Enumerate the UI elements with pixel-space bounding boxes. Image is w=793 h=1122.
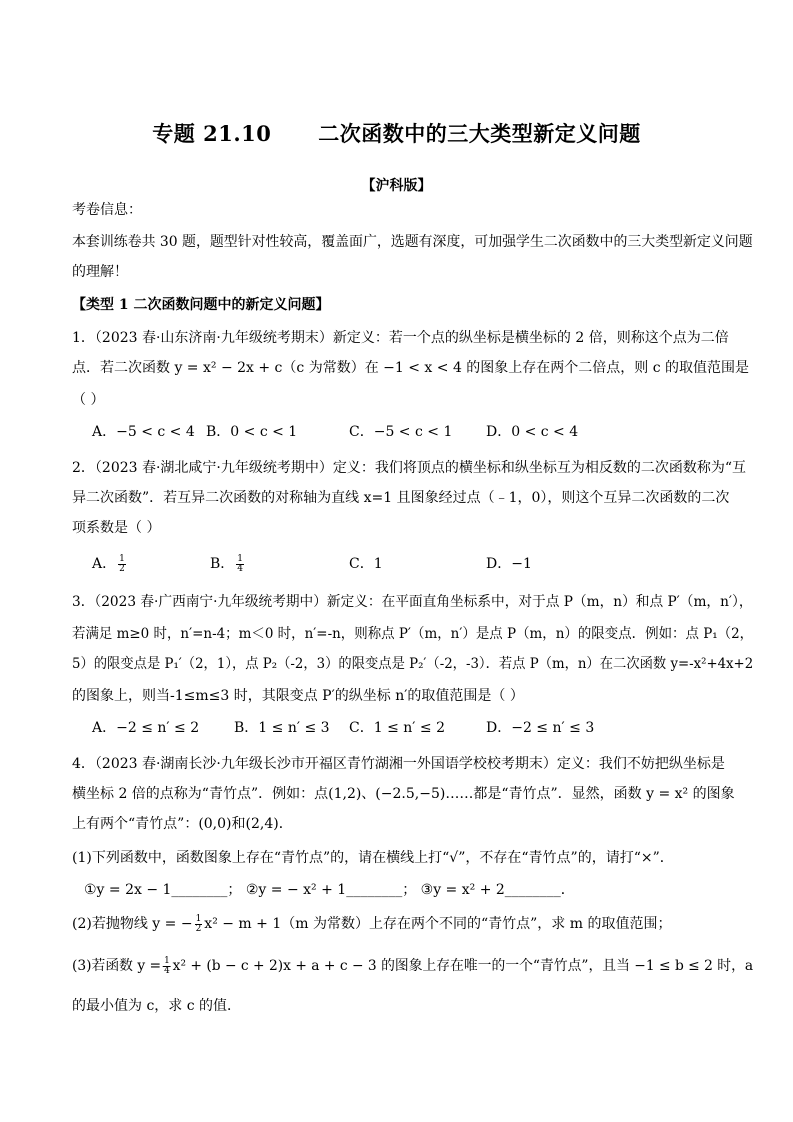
q2-line-3: 项系数是（ ）: [72, 520, 161, 536]
q4-part-3-prefix: (3)若函数 y =: [72, 958, 162, 974]
q4-part-1: (1)下列函数中，函数图象上存在“青竹点”的，请在横线上打“√”，不存在“青竹点”的，请打“×”．: [72, 850, 674, 866]
q2-option-b: [210, 554, 246, 574]
fraction-numerator: 1: [119, 553, 125, 564]
q4-part-2-prefix: (2)若抛物线 y = −: [72, 916, 193, 932]
q1-line-2: 点．若二次函数 y = x² − 2x + c（c 为常数）在 −1 < x < 4 的图象上存在两个二倍点，则 c 的取值范围是: [72, 360, 750, 376]
q2-option-a-fraction: [118, 555, 126, 574]
info-line-1: 本套训练卷共 30 题，题型针对性较高，覆盖面广，选题有深度，可加强学生二次函数中的三大类型新定义问题: [72, 234, 753, 250]
info-line-2: 的理解！: [72, 264, 128, 280]
page-title: 专题 21.10 二次函数中的三大类型新定义问题: [152, 121, 641, 146]
q4-part-2-suffix: x² − m + 1（m 为常数）上存在两个不同的“青竹点”，求 m 的取值范围；: [204, 916, 672, 932]
q2-option-a: [92, 554, 128, 574]
q4-part-1-items: ①y = 2x − 1________； ②y = − x² + 1________； ③y = x² + 2________．: [84, 882, 575, 898]
q3-line-3: 5）的限变点是 P₁′（2，1），点 P₂（-2，3）的限变点是 P₂′（-2，-3）．若点 P（m，n）在二次函数 y=-x²+4x+2: [72, 656, 754, 672]
q3-option-c: C．1 ≤ n′ ≤ 2: [349, 720, 445, 736]
q1-option-b: B．0 < c < 1: [206, 424, 298, 440]
type1-heading: 【类型 1 二次函数问题中的新定义问题】: [72, 297, 330, 313]
edition-label: 【沪科版】: [361, 178, 432, 194]
q4-part-3-line-2: 的最小值为 c，求 c 的值．: [72, 998, 242, 1014]
q3-option-b: B．1 ≤ n′ ≤ 3: [234, 720, 330, 736]
q4-part-3-suffix: x² + (b − c + 2)x + a + c − 3 的图象上存在唯一的一个“青竹点”，且当 −1 ≤ b ≤ 2 时，a: [172, 958, 754, 974]
q2-option-d: D．−1: [486, 556, 532, 572]
q2-option-c: C．1: [349, 556, 383, 572]
q1-option-a: A．−5 < c < 4: [92, 424, 195, 440]
fraction-denominator: 2: [119, 563, 125, 574]
fraction-numerator: 1: [237, 553, 244, 564]
fraction-numerator: 1: [195, 913, 202, 924]
q4-part-3-fraction: [163, 957, 171, 976]
q4-line-1: 4．（2023 春·湖南长沙·九年级长沙市开福区青竹湖湘一外国语学校校考期末）定义：我们不妨把纵坐标是: [72, 756, 725, 772]
fraction-denominator: 4: [164, 965, 170, 976]
q3-line-1: 3．（2023 春·广西南宁·九年级统考期中）新定义：在平面直角坐标系中，对于点 P（m，n）和点 P′（m，n′），: [72, 594, 753, 610]
q4-part-2-fraction: [195, 915, 203, 934]
fraction-denominator: 4: [237, 563, 244, 574]
q4-line-3: 上有两个“青竹点”：(0,0)和(2,4)．: [72, 816, 293, 832]
info-label: 考卷信息：: [72, 202, 142, 218]
q4-line-2: 横坐标 2 倍的点称为“青竹点”．例如：点(1,2)、(−2.5,−5)……都是“青竹点”．显然，函数 y = x² 的图象: [72, 786, 735, 802]
q1-option-d: D．0 < c < 4: [486, 424, 579, 440]
q1-option-c: C．−5 < c < 1: [349, 424, 453, 440]
q2-option-b-label: B．: [210, 556, 235, 572]
q3-option-a: A．−2 ≤ n′ ≤ 2: [92, 720, 200, 736]
q3-line-4: 的图象上，则当-1≤m≤3 时，其限变点 P′的纵坐标 n′的取值范围是（ ）: [72, 688, 524, 704]
fraction-numerator: 1: [164, 955, 170, 966]
q3-line-2: 若满足 m≥0 时，n′=n-4；m＜0 时，n′=-n，则称点 P′（m，n′）是点 P（m，n）的限变点．例如：点 P₁（2，: [72, 626, 754, 642]
fraction-denominator: 2: [195, 923, 202, 934]
q2-line-2: 异二次函数”．若互异二次函数的对称轴为直线 x=1 且图象经过点（﹣1，0），则这个互异二次函数的二次: [72, 490, 730, 506]
q3-option-d: D．−2 ≤ n′ ≤ 3: [486, 720, 595, 736]
q1-line-3: （ ）: [72, 392, 105, 408]
q2-option-b-fraction: [236, 555, 244, 574]
q4-part-3: [72, 956, 753, 976]
q1-line-1: 1．（2023 春·山东济南·九年级统考期末）新定义：若一个点的纵坐标是横坐标的 2 倍，则称这个点为二倍: [72, 330, 729, 346]
q2-line-1: 2．（2023 春·湖北咸宁·九年级统考期中）定义：我们将顶点的横坐标和纵坐标互为相反数的二次函数称为“互: [72, 460, 747, 476]
q2-option-a-label: A．: [92, 556, 117, 572]
q4-part-2: [72, 914, 671, 934]
